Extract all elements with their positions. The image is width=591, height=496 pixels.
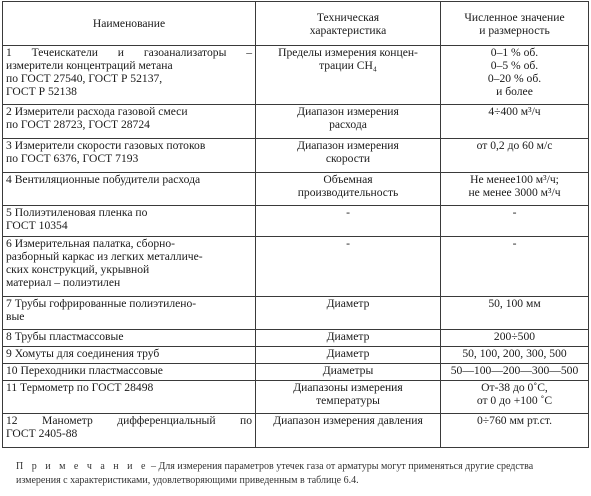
cell-value: от 0,2 до 60 м/с [441, 139, 589, 173]
table-row [3, 139, 589, 173]
cell-value: Не менее100 м³/ч; не менее 3000 м³/ч [441, 173, 589, 206]
cell-value: 0÷760 мм рт.ст. [441, 414, 589, 448]
cell-value: 50—100—200—300—500 [441, 364, 589, 381]
cell-value: 50, 100, 200, 300, 500 [441, 347, 589, 364]
cell-characteristic: Диаметры [256, 364, 441, 381]
table-row [3, 297, 589, 330]
cell-characteristic: - [256, 206, 441, 237]
cell-name: 11 Термометр по ГОСТ 28498 [3, 381, 256, 414]
cell-characteristic: - [256, 237, 441, 297]
header-value: Численное значение и размерность [441, 2, 589, 46]
table-header-row [3, 2, 589, 46]
cell-characteristic: Диаметр [256, 330, 441, 347]
cell-name: 8 Трубы пластмассовые [3, 330, 256, 347]
header-characteristic: Техническая характеристика [256, 2, 441, 46]
cell-value: От-38 до 0˚С, от 0 до +100 ˚С [441, 381, 589, 414]
cell-name: 2 Измерители расхода газовой смеси по ГОСТ 28723, ГОСТ 28724 [3, 105, 256, 139]
table-note [16, 460, 582, 488]
table-row [3, 381, 589, 414]
cell-characteristic: Объемная производительность [256, 173, 441, 206]
cell-value: - [441, 237, 589, 297]
cell-value: 0–1 % об. 0–5 % об. 0–20 % об. и более [441, 46, 589, 105]
table-row [3, 330, 589, 347]
equipment-table [2, 1, 589, 448]
table-row [3, 347, 589, 364]
table-row [3, 237, 589, 297]
cell-characteristic: Диаметр [256, 347, 441, 364]
cell-value: 200÷500 [441, 330, 589, 347]
note-line-1 [16, 460, 582, 474]
note-text-2: измерения с характеристиками, удовлетворяющими приведенным в таблице 6.4. [16, 475, 359, 486]
header-name: Наименование [3, 2, 256, 46]
cell-characteristic: Диапазон измерения давления [256, 414, 441, 448]
cell-value: 4÷400 м³/ч [441, 105, 589, 139]
table-row [3, 105, 589, 139]
cell-name: 3 Измерители скорости газовых потоков по ГОСТ 6376, ГОСТ 7193 [3, 139, 256, 173]
cell-value: 50, 100 мм [441, 297, 589, 330]
table-row [3, 364, 589, 381]
note-text-1: – Для измерения параметров утечек газа от арматуры могут применяться другие средства [148, 461, 534, 472]
cell-value: - [441, 206, 589, 237]
cell-characteristic: Диаметр [256, 297, 441, 330]
cell-name: 9 Хомуты для соединения труб [3, 347, 256, 364]
table-row [3, 206, 589, 237]
cell-name: 1 Течеискатели и газоанализаторы – измерители концентраций метана по ГОСТ 27540, ГОСТ Р 52137, ГОСТ Р 52138 [3, 46, 256, 105]
table-row [3, 414, 589, 448]
cell-name: 10 Переходники пластмассовые [3, 364, 256, 381]
cell-name: 12 Манометр дифференциальный по ГОСТ 2405-88 [3, 414, 256, 448]
cell-name: 7 Трубы гофрированные полиэтилено- вые [3, 297, 256, 330]
cell-name: 4 Вентиляционные побудители расхода [3, 173, 256, 206]
cell-characteristic: Пределы измерения концен- трации CH₄ [256, 46, 441, 105]
cell-name: 6 Измерительная палатка, сборно- разборный каркас из легких металличе- ских конструкций, укрывной материал – полиэтилен [3, 237, 256, 297]
cell-characteristic: Диапазон измерения расхода [256, 105, 441, 139]
table-row [3, 173, 589, 206]
cell-characteristic: Диапазоны измерения температуры [256, 381, 441, 414]
cell-characteristic: Диапазон измерения скорости [256, 139, 441, 173]
note-label: П р и м е ч а н и е [16, 461, 149, 472]
cell-name: 5 Полиэтиленовая пленка по ГОСТ 10354 [3, 206, 256, 237]
table-row [3, 46, 589, 105]
